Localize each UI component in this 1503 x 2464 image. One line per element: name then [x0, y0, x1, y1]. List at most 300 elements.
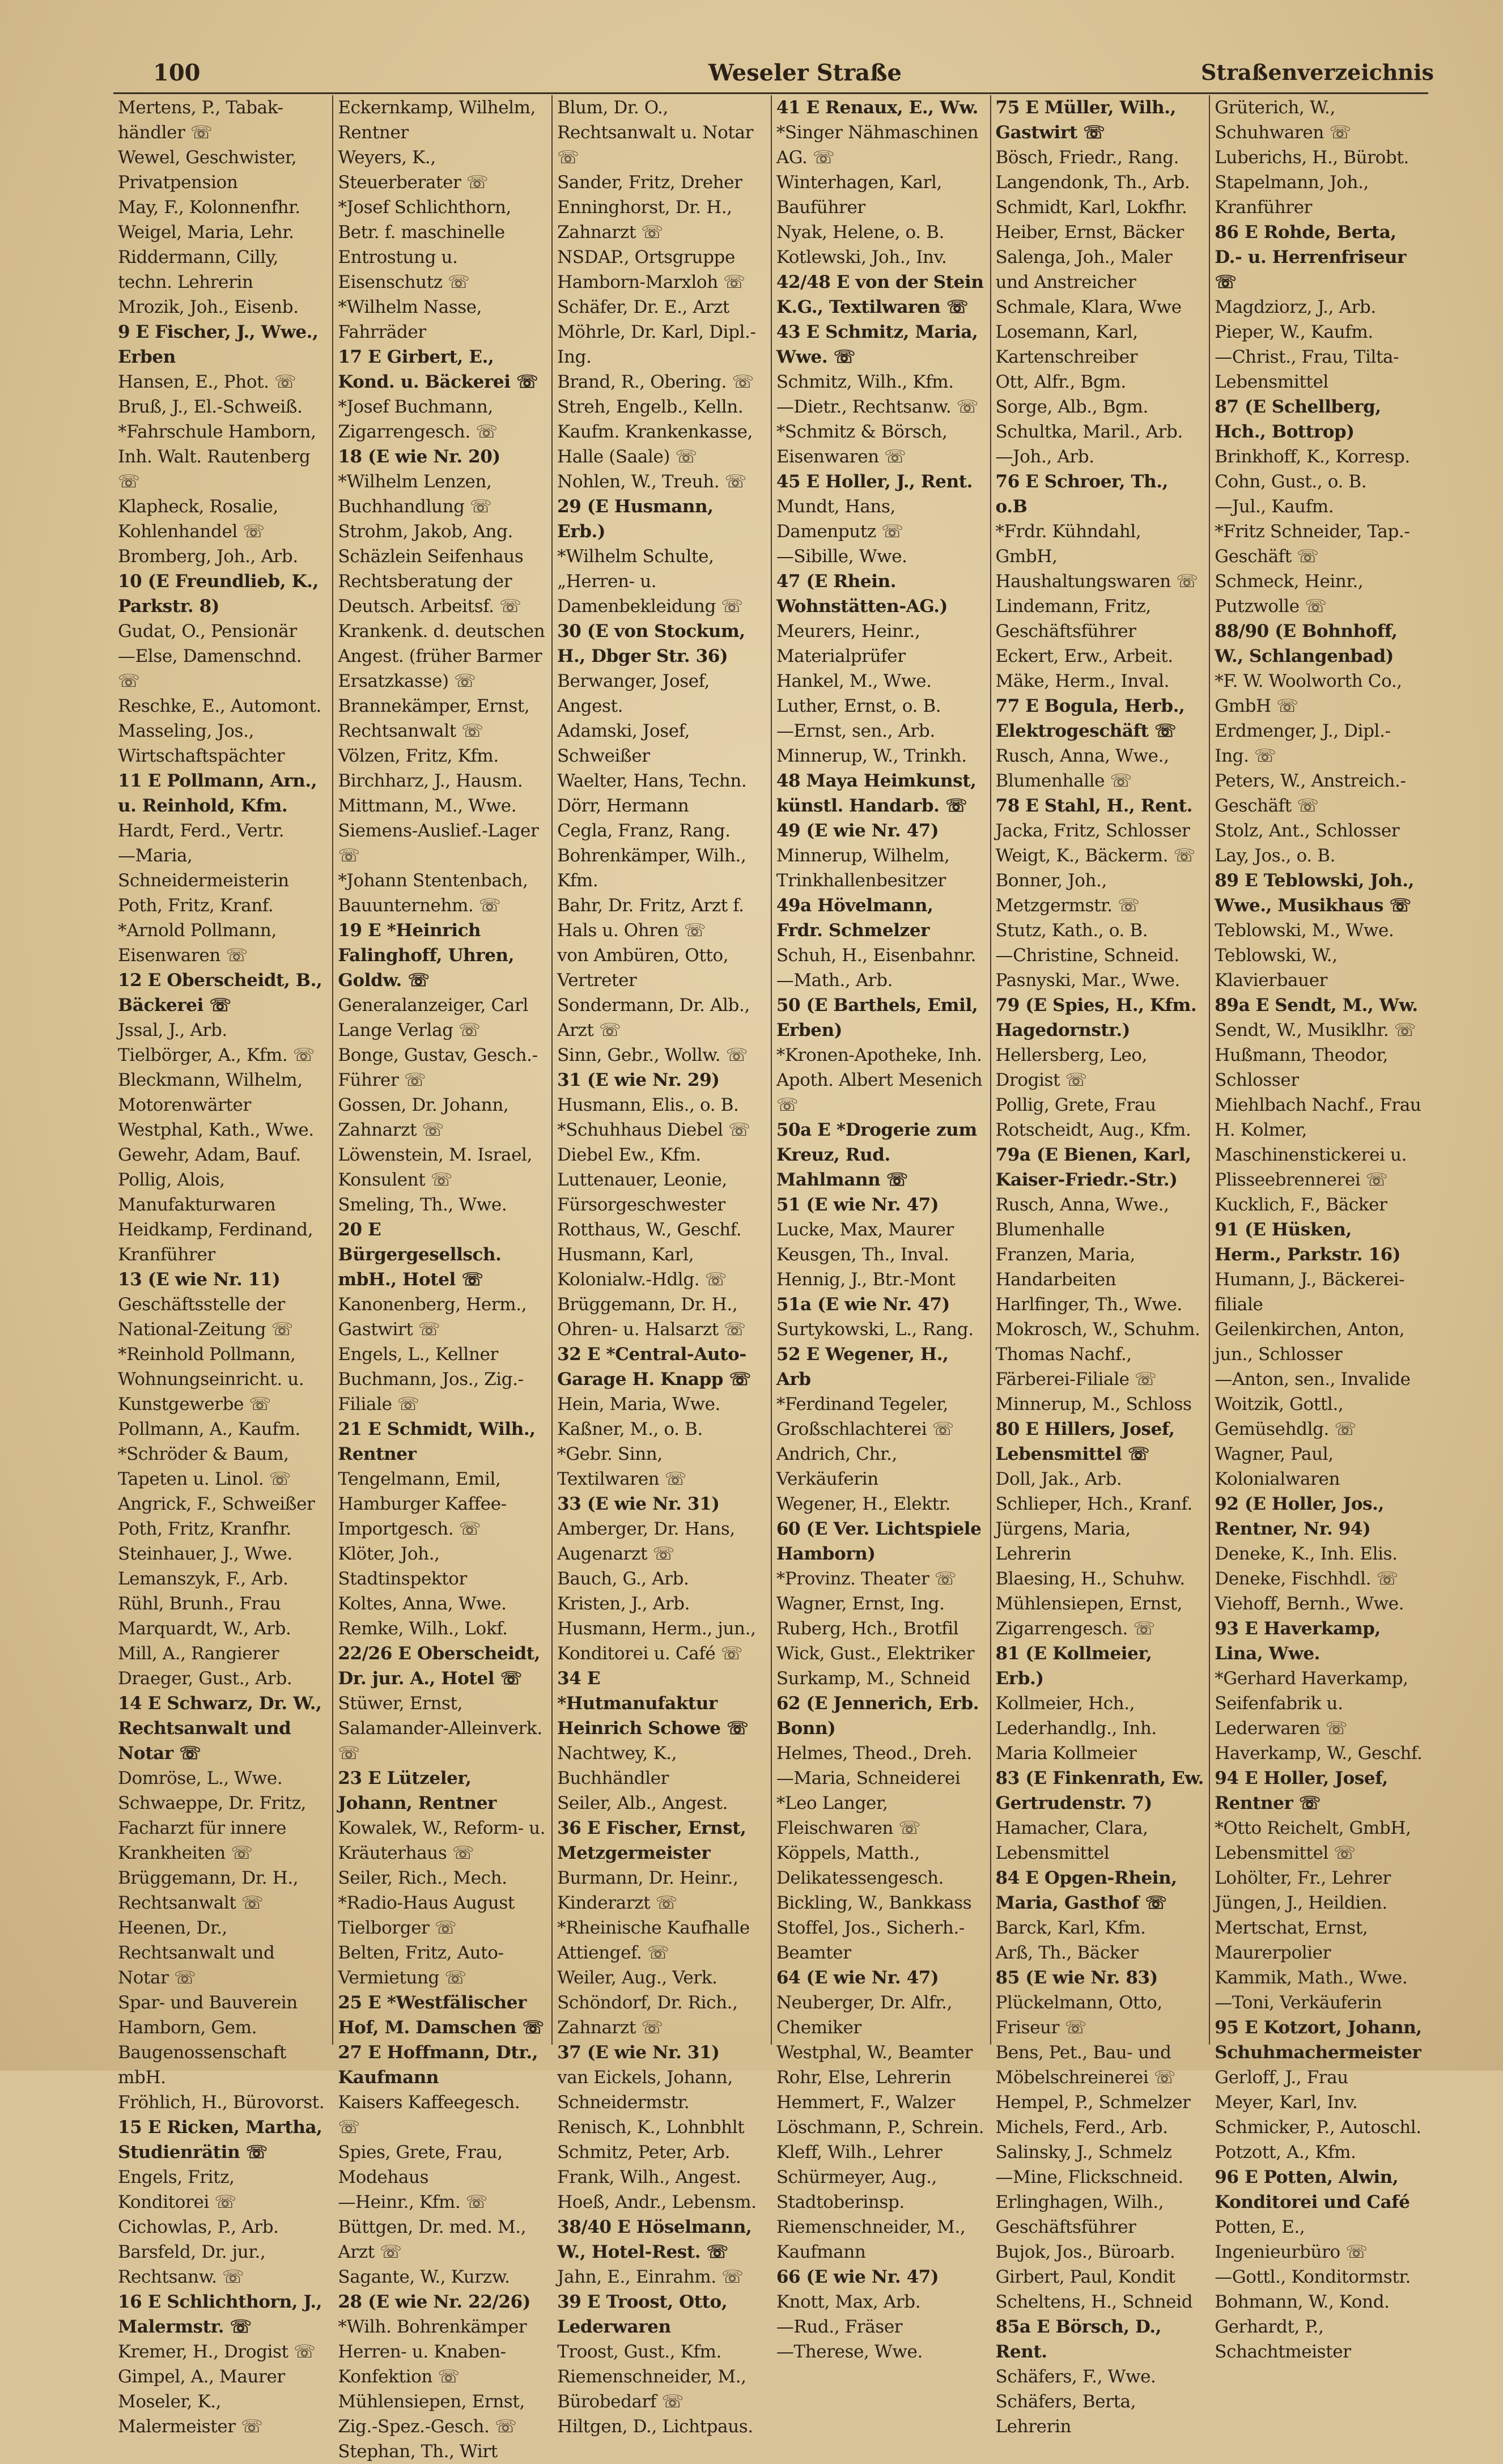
directory-entry: Minnerup, Wilhelm, Trinkhallenbesitzer [776, 846, 950, 891]
directory-entry: Burmann, Dr. Heinr., Kinderarzt ☏ [557, 1868, 738, 1913]
directory-entry: *Wilhelm Nasse, Fahrräder [338, 297, 482, 342]
directory-entry: Büttgen, Dr. med. M., Arzt ☏ [338, 2217, 527, 2262]
directory-entry: Bickling, W., Bankkass [776, 1893, 972, 1913]
directory-entry: Blum, Dr. O., Rechtsanwalt u. Notar ☏ [557, 97, 753, 168]
directory-entry: Andrich, Chr., Verkäuferin [776, 1444, 897, 1489]
directory-entry: Bonner, Joh., Metzgermstr. ☏ [995, 870, 1140, 916]
directory-entry: —Christine, Schneid. [995, 945, 1179, 966]
directory-entry: Schuh, H., Eisenbahnr. [776, 945, 976, 966]
directory-entry: *Schuhhaus Diebel ☏ [557, 1120, 750, 1140]
directory-entry: 25 E *Westfälischer Hof, M. Damschen ☏ [338, 1993, 544, 2038]
directory-entry: Harlfinger, Th., Wwe. [995, 1294, 1182, 1315]
directory-entry: Engels, L., Kellner [338, 1344, 498, 1365]
directory-entry: —Heinr., Kfm. ☏ [338, 2192, 488, 2212]
directory-entry: Mill, A., Rangierer [118, 1643, 279, 1664]
directory-entry: Sorge, Alb., Bgm. [995, 397, 1148, 417]
directory-entry: Cohn, Gust., o. B. [1215, 471, 1367, 492]
directory-entry: 85 (E wie Nr. 83) [995, 1968, 1158, 1988]
directory-entry: Meurers, Heinr., Materialprüfer [776, 621, 920, 666]
directory-entry: 84 E Opgen-Rhein, Maria, Gasthof ☏ [995, 1868, 1177, 1913]
directory-entry: Stoffel, Jos., Sicherh.-Beamter [776, 1918, 965, 1963]
directory-entry: Erlinghagen, Wilh., Geschäftsführer [995, 2192, 1164, 2237]
directory-entry: Lucke, Max, Maurer [776, 1220, 954, 1240]
directory-entry: Hußmann, Theodor, Schlosser [1215, 1045, 1389, 1090]
directory-entry: *Frdr. Kühndahl, GmbH, Haushaltungswaren ☏ [995, 521, 1198, 592]
directory-entry: —Joh., Arb. [995, 447, 1094, 467]
directory-entry: —Math., Arb. [776, 970, 893, 991]
directory-entry: Marquardt, W., Arb. [118, 1618, 291, 1639]
directory-entry: *Singer Nähmaschinen AG. ☏ [776, 122, 979, 168]
directory-entry: Lohölter, Fr., Lehrer [1215, 1868, 1391, 1888]
directory-entry: Knott, Max, Arb. [776, 2292, 921, 2312]
directory-entry: Hiltgen, D., Lichtpaus. [557, 2416, 753, 2437]
directory-entry: 62 (E Jennerich, Erb. Bonn) [776, 1693, 979, 1739]
directory-entry: Brand, R., Obering. ☏ [557, 372, 754, 392]
directory-entry: Surkamp, M., Schneid [776, 1668, 970, 1689]
directory-entry: Wewel, Geschwister, Privatpension [118, 147, 297, 193]
directory-entry: Lay, Jos., o. B. [1215, 846, 1336, 866]
directory-entry: Rotscheidt, Aug., Kfm. [995, 1120, 1191, 1140]
directory-entry: Spar- und Bauverein Hamborn, Gem. Baugenossenschaft mbH. [118, 1993, 298, 2088]
directory-entry: Diebel Ew., Kfm. [557, 1145, 701, 1165]
directory-entry: Nachtwey, K., Buchhändler [557, 1743, 677, 1788]
directory-entry: Rusch, Anna, Wwe., Blumenhalle [995, 1195, 1169, 1240]
directory-entry: Pollig, Grete, Frau [995, 1095, 1156, 1115]
directory-entry: *Wilhelm Schulte, „Herren- u. Damenbekleidung ☏ [557, 546, 743, 617]
directory-entry: Rühl, Brunh., Frau [118, 1594, 281, 1614]
directory-entry: 91 (E Hüsken, Herm., Parkstr. 16) [1215, 1220, 1401, 1265]
directory-entry: Gimpel, A., Maurer [118, 2367, 285, 2387]
directory-entry: Hankel, M., Wwe. [776, 671, 932, 691]
directory-entry: Hellersberg, Leo, Drogist ☏ [995, 1045, 1148, 1090]
directory-entry: Husmann, Elis., o. B. [557, 1095, 739, 1115]
directory-entry: Möhrle, Dr. Karl, Dipl.-Ing. [557, 322, 756, 367]
directory-entry: Klöter, Joh., Stadtinspektor [338, 1544, 467, 1589]
directory-entry: Stephan, Th., Wirt [338, 2441, 498, 2462]
directory-entry: Keusgen, Th., Inval. [776, 1244, 949, 1265]
directory-entry: Hein, Maria, Wwe. [557, 1394, 721, 1414]
directory-entry: Gerhardt, P., Schachtmeister [1215, 2317, 1351, 2362]
directory-entry: Thomas Nachf., Färberei-Filiale ☏ [995, 1344, 1157, 1390]
directory-entry: *Schmitz & Börsch, Eisenwaren ☏ [776, 422, 948, 467]
directory-entry: Amberger, Dr. Hans, Augenarzt ☏ [557, 1519, 735, 1564]
directory-entry: Kaßner, M., o. B. [557, 1419, 703, 1439]
directory-entry: Schultka, Maril., Arb. [995, 422, 1183, 442]
directory-entry: Kotlewski, Joh., Inv. [776, 247, 947, 267]
directory-entry: Schäfer, Dr. E., Arzt [557, 297, 729, 317]
directory-entry: Pasnyski, Mar., Wwe. [995, 970, 1180, 991]
directory-entry: 45 E Holler, J., Rent. [776, 471, 973, 492]
directory-entry: Lemanszyk, F., Arb. [118, 1569, 288, 1589]
directory-entry: Helmes, Theod., Dreh. [776, 1743, 972, 1764]
directory-title: Straßenverzeichnis [1200, 60, 1434, 85]
directory-entry: Mühlensiepen, Ernst, Zig.-Spez.-Gesch. ☏ [338, 2391, 525, 2437]
directory-entry: Poth, Fritz, Kranf. [118, 895, 274, 916]
directory-entry: Bujok, Jos., Büroarb. [995, 2242, 1175, 2262]
directory-entry: —Else, Damenschnd. ☏ [118, 646, 302, 691]
directory-entry: 81 (E Kollmeier, Erb.) [995, 1643, 1152, 1689]
directory-entry: 21 E Schmidt, Wilh., Rentner [338, 1419, 536, 1464]
directory-entry: 10 (E Freundlieb, K., Parkstr. 8) [118, 571, 319, 617]
directory-entry: 34 E *Hutmanufaktur Heinrich Schowe ☏ [557, 1668, 749, 1739]
directory-entry: Meyer, Karl, Inv. [1215, 2092, 1358, 2113]
directory-entry: Neuberger, Dr. Alfr., Chemiker [776, 1993, 953, 2038]
directory-entry: Siemens-Auslief.-Lager ☏ [338, 821, 539, 866]
directory-entry: Schmicker, P., Autoschl. [1215, 2117, 1421, 2138]
directory-entry: Nyak, Helene, o. B. [776, 222, 944, 243]
directory-entry: —Therese, Wwe. [776, 2342, 923, 2362]
directory-entry: Langendonk, Th., Arb. [995, 172, 1190, 193]
directory-entry: 75 E Müller, Wilh., Gastwirt ☏ [995, 97, 1177, 143]
directory-entry: Bösch, Friedr., Rang. [995, 147, 1179, 168]
directory-entry: Bonge, Gustav, Gesch.-Führer ☏ [338, 1045, 538, 1090]
directory-entry: Wick, Gust., Elektriker [776, 1643, 975, 1664]
directory-entry: Bruß, J., El.-Schweiß. [118, 397, 303, 417]
directory-entry: Bens, Pet., Bau- und Möbelschreinerei ☏ [995, 2042, 1176, 2088]
directory-entry: Kanonenberg, Herm., Gastwirt ☏ [338, 1294, 527, 1340]
directory-entry: Salenga, Joh., Maler und Anstreicher [995, 247, 1173, 292]
directory-entry: *Arnold Pollmann, Eisenwaren ☏ [118, 920, 277, 966]
directory-entry: Steinhauer, J., Wwe. [118, 1544, 292, 1564]
directory-entry: Weigel, Maria, Lehr. [118, 222, 294, 243]
directory-entry: 17 E Girbert, E., Kond. u. Bäckerei ☏ [338, 347, 538, 392]
directory-entry: 13 (E wie Nr. 11) [118, 1269, 281, 1290]
directory-entry: —Christ., Frau, Tilta-Lebensmittel [1215, 347, 1399, 392]
directory-entry: Schäfers, F., Wwe. [995, 2367, 1156, 2387]
directory-entry: Domröse, L., Wwe. [118, 1768, 283, 1788]
directory-entry: Spies, Grete, Frau, Modehaus [338, 2142, 503, 2187]
directory-entry: —Rud., Fräser [776, 2317, 903, 2337]
directory-entry: 27 E Hoffmann, Dtr., Kaufmann [338, 2042, 538, 2088]
directory-entry: 49a Hövelmann, Frdr. Schmelzer [776, 895, 933, 941]
directory-entry: —Gottl., Konditormstr. [1215, 2267, 1411, 2287]
directory-entry: Kollmeier, Hch., Lederhandlg., Inh. Maria Kollmeier [995, 1693, 1157, 1764]
directory-entry: 14 E Schwarz, Dr. W., Rechtsanwalt und Notar ☏ [118, 1693, 322, 1764]
directory-entry: *Gebr. Sinn, Textilwaren ☏ [557, 1444, 687, 1489]
directory-entry: *Fritz Schneider, Tap.-Geschäft ☏ [1215, 521, 1410, 567]
directory-entry: Nohlen, W., Treuh. ☏ [557, 471, 747, 492]
directory-entry: 89 E Teblowski, Joh., Wwe., Musikhaus ☏ [1215, 870, 1415, 916]
directory-entry: Haverkamp, W., Geschf. [1215, 1743, 1423, 1764]
directory-entry: Fröhlich, H., Bürovorst. [118, 2092, 325, 2113]
directory-entry: Wegener, H., Elektr. [776, 1494, 951, 1514]
directory-entry: Luther, Ernst, o. B. [776, 696, 941, 716]
directory-entry: 28 (E wie Nr. 22/26) [338, 2292, 531, 2312]
directory-entry: Peters, W., Anstreich.-Geschäft ☏ [1215, 771, 1406, 816]
directory-entry: Birchharz, J., Hausm. [338, 771, 523, 791]
directory-entry: Buchmann, Jos., Zig.-Filiale ☏ [338, 1369, 524, 1414]
directory-entry: 36 E Fischer, Ernst, Metzgermeister [557, 1818, 746, 1863]
directory-entry: Eckert, Erw., Arbeit. [995, 646, 1173, 666]
directory-entry: Frank, Wilh., Angest. [557, 2167, 741, 2187]
directory-entry: 79 (E Spies, H., Kfm. Hagedornstr.) [995, 995, 1197, 1040]
directory-entry: Eckernkamp, Wilhelm, Rentner [338, 97, 536, 143]
directory-entry: 93 E Haverkamp, Lina, Wwe. [1215, 1618, 1381, 1664]
directory-entry: Mittmann, M., Wwe. [338, 796, 517, 816]
directory-entry: Belten, Fritz, Auto-Vermietung ☏ [338, 1943, 504, 1988]
directory-entry: Barck, Karl, Kfm. [995, 1918, 1146, 1938]
directory-entry: Arß, Th., Bäcker [995, 1943, 1139, 1963]
column-2 [332, 95, 551, 2462]
directory-entry: 47 (E Rhein. Wohnstätten-AG.) [776, 571, 948, 617]
directory-entry: 87 (E Schellberg, Hch., Bottrop) [1215, 397, 1381, 442]
directory-entry: Westphal, Kath., Wwe. [118, 1120, 314, 1140]
directory-entry: Bauch, G., Arb. [557, 1569, 689, 1589]
directory-entry: Magdziorz, J., Arb. [1215, 297, 1376, 317]
directory-entry: Riemenschneider, M., Kaufmann [776, 2217, 966, 2262]
directory-entry: 66 (E wie Nr. 47) [776, 2267, 939, 2287]
directory-entry: Brüggemann, Dr. H., Rechtsanwalt ☏ [118, 1868, 299, 1913]
directory-entry: Franzen, Maria, Handarbeiten [995, 1244, 1135, 1290]
directory-entry: —Dietr., Rechtsanw. ☏ [776, 397, 979, 417]
directory-entry: Bleckmann, Wilhelm, Motorenwärter [118, 1070, 303, 1115]
directory-entry: 41 E Renaux, E., Ww. [776, 97, 979, 118]
directory-entry: Kleff, Wilh., Lehrer [776, 2142, 942, 2163]
directory-entry: Schäzlein Seifenhaus [338, 546, 524, 567]
directory-entry: Löschmann, P., Schrein. [776, 2117, 984, 2138]
directory-entry: Mertschat, Ernst, Maurerpolier [1215, 1918, 1368, 1963]
directory-entry: Heidkamp, Ferdinand, Kranführer [118, 1220, 313, 1265]
directory-entry: Deneke, K., Inh. Elis. Deneke, Fischhdl. ☏ [1215, 1544, 1398, 1589]
directory-entry: 48 Maya Heimkunst, künstl. Handarb. ☏ [776, 771, 976, 816]
directory-entry: —Sibille, Wwe. [776, 546, 907, 567]
directory-entry: Minnerup, M., Schloss [995, 1394, 1192, 1414]
directory-entry: Scheltens, H., Schneid [995, 2292, 1193, 2312]
directory-entry: Barsfeld, Dr. jur., Rechtsanw. ☏ [118, 2242, 266, 2287]
directory-entry: Viehoff, Bernh., Wwe. [1215, 1594, 1404, 1614]
directory-entry: Hardt, Ferd., Vertr. [118, 821, 285, 841]
directory-entry: Plückelmann, Otto, Friseur ☏ [995, 1993, 1162, 2038]
directory-entry: Bohrenkämper, Wilh., Kfm. [557, 846, 746, 891]
column-1 [113, 95, 332, 2437]
directory-entry: 31 (E wie Nr. 29) [557, 1070, 720, 1090]
directory-entry: Renisch, K., Lohnbhlt [557, 2117, 745, 2138]
directory-entry: Stapelmann, Joh., Kranführer [1215, 172, 1369, 218]
directory-entry: Losemann, Karl, Kartenschreiber [995, 322, 1138, 367]
directory-entry: Angrick, F., Schweißer [118, 1494, 315, 1514]
directory-entry: 89a E Sendt, M., Ww. [1215, 995, 1418, 1016]
directory-entry: —Maria, Schneiderei [776, 1768, 961, 1788]
directory-entry: Gerloff, J., Frau [1215, 2067, 1348, 2088]
directory-entry: Geilenkirchen, Anton, jun., Schlosser [1215, 1319, 1405, 1365]
directory-entry: Generalanzeiger, Carl Lange Verlag ☏ [338, 995, 528, 1040]
directory-entry: 86 E Rohde, Berta, D.- u. Herrenfriseur ☏ [1215, 222, 1407, 292]
directory-entry: Cegla, Franz, Rang. [557, 821, 731, 841]
directory-entry: *Provinz. Theater ☏ [776, 1569, 957, 1589]
directory-entry: 76 E Schroer, Th., o.B [995, 471, 1169, 517]
directory-entry: 51 (E wie Nr. 47) [776, 1195, 939, 1215]
directory-entry: *Reinhold Pollmann, Wohnungseinricht. u. Kunstgewerbe ☏ [118, 1344, 304, 1414]
directory-entry: Luberichs, H., Bürobt. [1215, 147, 1409, 168]
directory-entry: *Wilh. Bohrenkämper Herren- u. Knaben-Konfektion ☏ [338, 2317, 527, 2387]
directory-entry: Kowalek, W., Reform- u. Kräuterhaus ☏ [338, 1818, 546, 1863]
directory-entry: 38/40 E Höselmann, W., Hotel-Rest. ☏ [557, 2217, 752, 2262]
directory-entry: 43 E Schmitz, Maria, Wwe. ☏ [776, 322, 978, 367]
directory-entry: Minnerup, W., Trinkh. [776, 746, 967, 766]
directory-entry: *Fahrschule Hamborn, Inh. Walt. Rautenberg ☏ [118, 422, 316, 492]
directory-entry: 96 E Potten, Alwin, Konditorei und Café [1215, 2167, 1410, 2212]
directory-entry: Ott, Alfr., Bgm. [995, 372, 1126, 392]
directory-entry: *Kronen-Apotheke, Inh. Apoth. Albert Mesenich ☏ [776, 1045, 983, 1115]
directory-entry: *Gerhard Haverkamp, Seifenfabrik u. Lederwaren ☏ [1215, 1668, 1408, 1739]
column-3 [551, 95, 771, 2437]
directory-entry: Schöndorf, Dr. Rich., Zahnarzt ☏ [557, 1993, 738, 2038]
directory-entry: 20 E Bürgergesellsch. mbH., Hotel ☏ [338, 1220, 502, 1290]
directory-entry: Surtykowski, L., Rang. [776, 1319, 974, 1340]
directory-entry: Mäke, Herm., Inval. [995, 671, 1170, 691]
directory-entry: Reschke, E., Automont. [118, 696, 321, 716]
column-4 [771, 95, 990, 2362]
directory-entry: Adamski, Josef, Schweißer [557, 721, 690, 766]
directory-entry: Stolz, Ant., Schlosser [1215, 821, 1400, 841]
directory-entry: 51a (E wie Nr. 47) [776, 1294, 950, 1315]
directory-entry: Husmann, Herm., jun., Konditorei u. Café ☏ [557, 1618, 756, 1664]
directory-entry: 50 (E Barthels, Emil, Erben) [776, 995, 978, 1040]
column-6 [1209, 95, 1428, 2362]
directory-entry: —Ernst, sen., Arb. [776, 721, 935, 741]
directory-entry: Rotthaus, W., Geschf. [557, 1220, 742, 1240]
directory-entry: Schmeck, Heinr., Putzwolle ☏ [1215, 571, 1364, 617]
directory-entry: *Johann Stentenbach, Bauunternehm. ☏ [338, 870, 528, 916]
directory-entry: Brüggemann, Dr. H., Ohren- u. Halsarzt ☏ [557, 1294, 746, 1340]
directory-entry: 42/48 E von der Stein K.G., Textilwaren ☏ [776, 272, 984, 317]
directory-entry: Pollmann, A., Kaufm. [118, 1419, 300, 1439]
directory-entry: 9 E Fischer, J., Wwe., Erben [118, 322, 319, 367]
directory-entry: Bahr, Dr. Fritz, Arzt f. Hals u. Ohren ☏ [557, 895, 744, 941]
directory-entry: Koltes, Anna, Wwe. [338, 1594, 507, 1614]
directory-entry: Stüwer, Ernst, Salamander-Alleinverk. ☏ [338, 1693, 542, 1764]
directory-entry: Mundt, Hans, Damenputz ☏ [776, 496, 903, 542]
directory-entry: Mertens, P., Tabak-händler ☏ [118, 97, 283, 143]
directory-entry: Poth, Fritz, Kranfhr. [118, 1519, 291, 1539]
directory-entry: Luttenauer, Leonie, Fürsorgeschwester [557, 1170, 727, 1215]
directory-entry: Potzott, A., Kfm. [1215, 2142, 1356, 2163]
directory-entry: Gudat, O., Pensionär [118, 621, 297, 642]
directory-entry: Geschäftsstelle der National-Zeitung ☏ [118, 1294, 293, 1340]
directory-entry: 12 E Oberscheidt, B., Bäckerei ☏ [118, 970, 322, 1016]
directory-entry: 88/90 (E Bohnhoff, W., Schlangenbad) [1215, 621, 1398, 666]
directory-entry: Völzen, Fritz, Kfm. [338, 746, 499, 766]
directory-entry: Seiler, Rich., Mech. [338, 1868, 507, 1888]
header-rule [113, 92, 1428, 94]
directory-entry: Schmidt, Karl, Lokfhr. [995, 197, 1187, 218]
directory-entry: *F. W. Woolworth Co., GmbH ☏ [1215, 671, 1402, 716]
directory-entry: Sondermann, Dr. Alb., Arzt ☏ [557, 995, 750, 1040]
directory-entry: Girbert, Paul, Kondit [995, 2267, 1175, 2287]
directory-entry: 52 E Wegener, H., Arb [776, 1344, 949, 1390]
directory-entry: 92 (E Holler, Jos., Rentner, Nr. 94) [1215, 1494, 1384, 1539]
directory-entry: —Anton, sen., Invalide [1215, 1369, 1411, 1390]
directory-entry: Jssal, J., Arb. [118, 1020, 227, 1040]
directory-entry: Jürgens, Maria, Lehrerin [995, 1519, 1131, 1564]
directory-entry: Mühlensiepen, Ernst, Zigarrengesch. ☏ [995, 1594, 1183, 1639]
directory-entry: Hansen, E., Phot. ☏ [118, 372, 296, 392]
directory-entry: Riddermann, Cilly, techn. Lehrerin [118, 247, 279, 292]
directory-entry: 64 (E wie Nr. 47) [776, 1968, 939, 1988]
directory-entry: May, F., Kolonnenfhr. [118, 197, 300, 218]
directory-entry: van Eickels, Johann, Schneidermstr. [557, 2067, 733, 2113]
directory-entry: Krankenk. d. deutschen Angest. (früher Barmer Ersatzkasse) ☏ [338, 621, 545, 691]
directory-entry: 22/26 E Oberscheidt, Dr. jur. A., Hotel ☏ [338, 1643, 541, 1689]
directory-entry: Rechtsberatung der Deutsch. Arbeitsf. ☏ [338, 571, 521, 617]
directory-entry: —Maria, Schneidermeisterin [118, 846, 289, 891]
column-5 [990, 95, 1209, 2437]
directory-entry: Stutz, Kath., o. B. [995, 920, 1148, 941]
directory-entry: Gewehr, Adam, Bauf. [118, 1145, 301, 1165]
directory-entry: 23 E Lützeler, Johann, Rentner [338, 1768, 496, 1813]
directory-entry: Seiler, Alb., Angest. [557, 1793, 728, 1813]
columns [113, 95, 1428, 2462]
directory-entry: Westphal, W., Beamter [776, 2042, 973, 2063]
directory-entry: Kaisers Kaffeegesch. ☏ [338, 2092, 520, 2138]
directory-entry: Schmitz, Wilh., Kfm. [776, 372, 954, 392]
directory-entry: Hoeß, Andr., Lebensm. [557, 2192, 757, 2212]
directory-entry: Pollig, Alois, Manufakturwaren [118, 1170, 276, 1215]
directory-entry: Sendt, W., Musiklhr. ☏ [1215, 1020, 1416, 1040]
directory-entry: Teblowski, M., Wwe. [1215, 920, 1394, 941]
directory-entry: Hamacher, Clara, Lebensmittel [995, 1818, 1148, 1863]
directory-entry: Brinkhoff, K., Korresp. [1215, 447, 1410, 467]
directory-entry: Hennig, J., Btr.-Mont [776, 1269, 956, 1290]
directory-entry: Dörr, Hermann [557, 796, 689, 816]
directory-entry: Pieper, W., Kaufm. [1215, 322, 1373, 342]
directory-entry: Ruberg, Hch., Brotfil [776, 1618, 959, 1639]
directory-entry: *Josef Buchmann, Zigarrengesch. ☏ [338, 397, 498, 442]
directory-entry: Lindemann, Fritz, Geschäftsführer [995, 596, 1151, 642]
directory-entry: Miehlbach Nachf., Frau H. Kolmer, Maschinenstickerei u. Plisseebrennerei ☏ [1215, 1095, 1421, 1190]
directory-entry: Michels, Ferd., Arb. [995, 2117, 1168, 2138]
directory-entry: 16 E Schlichthorn, J., Malermstr. ☏ [118, 2292, 322, 2337]
directory-entry: Salinsky, J., Schmelz [995, 2142, 1172, 2163]
directory-entry: Sinn, Gebr., Wollw. ☏ [557, 1045, 748, 1065]
directory-entry: Kaufm. Krankenkasse, Halle (Saale) ☏ [557, 422, 753, 467]
directory-entry: Schäfers, Berta, Lehrerin [995, 2391, 1136, 2437]
directory-entry: Troost, Gust., Kfm. [557, 2342, 721, 2362]
directory-entry: 19 E *Heinrich Falinghoff, Uhren, Goldw. ☏ [338, 920, 515, 991]
directory-entry: Heiber, Ernst, Bäcker [995, 222, 1184, 243]
directory-entry: *Schröder & Baum, Tapeten u. Linol. ☏ [118, 1444, 291, 1489]
directory-entry: Jacka, Fritz, Schlosser [995, 821, 1190, 841]
directory-entry: *Otto Reichelt, GmbH, Lebensmittel ☏ [1215, 1818, 1411, 1863]
directory-entry: Streh, Engelb., Kelln. [557, 397, 744, 417]
directory-entry: Humann, J., Bäckerei-filiale [1215, 1269, 1405, 1315]
directory-entry: Winterhagen, Karl, Bauführer [776, 172, 942, 218]
directory-entry: Kremer, H., Drogist ☏ [118, 2342, 316, 2362]
directory-entry: Remke, Wilh., Lokf. [338, 1618, 508, 1639]
directory-entry: Rohr, Else, Lehrerin [776, 2067, 952, 2088]
directory-entry: Tielbörger, A., Kfm. ☏ [118, 1045, 315, 1065]
directory-entry: Moseler, K., Malermeister ☏ [118, 2391, 263, 2437]
directory-entry: —Mine, Flickschneid. [995, 2167, 1183, 2187]
directory-entry: Doll, Jak., Arb. [995, 1469, 1122, 1489]
directory-entry: Köppels, Matth., Delikatessengesch. [776, 1843, 944, 1888]
directory-entry: Weiler, Aug., Verk. [557, 1968, 717, 1988]
directory-entry: Weyers, K., Steuerberater ☏ [338, 147, 489, 193]
directory-entry: Teblowski, W., Klavierbauer [1215, 945, 1338, 991]
directory-entry: Blaesing, H., Schuhw. [995, 1569, 1185, 1589]
directory-entry: Jüngen, J., Heildien. [1215, 1893, 1387, 1913]
directory-entry: NSDAP., Ortsgruppe Hamborn-Marxloh ☏ [557, 247, 745, 292]
directory-entry: Schmitz, Peter, Arb. [557, 2142, 731, 2163]
directory-entry: Engels, Fritz, Konditorei ☏ [118, 2167, 236, 2212]
directory-entry: Mrozik, Joh., Eisenb. [118, 297, 299, 317]
directory-entry: —Jul., Kaufm. [1215, 496, 1334, 517]
directory-entry: 79a (E Bienen, Karl, Kaiser-Friedr.-Str.) [995, 1145, 1191, 1190]
directory-entry: *Wilhelm Lenzen, Buchhandlung ☏ [338, 471, 492, 517]
directory-entry: *Leo Langer, Fleischwaren ☏ [776, 1793, 920, 1838]
directory-entry: Weigt, K., Bäckerm. ☏ [995, 846, 1195, 866]
directory-entry: von Ambüren, Otto, Vertreter [557, 945, 729, 991]
